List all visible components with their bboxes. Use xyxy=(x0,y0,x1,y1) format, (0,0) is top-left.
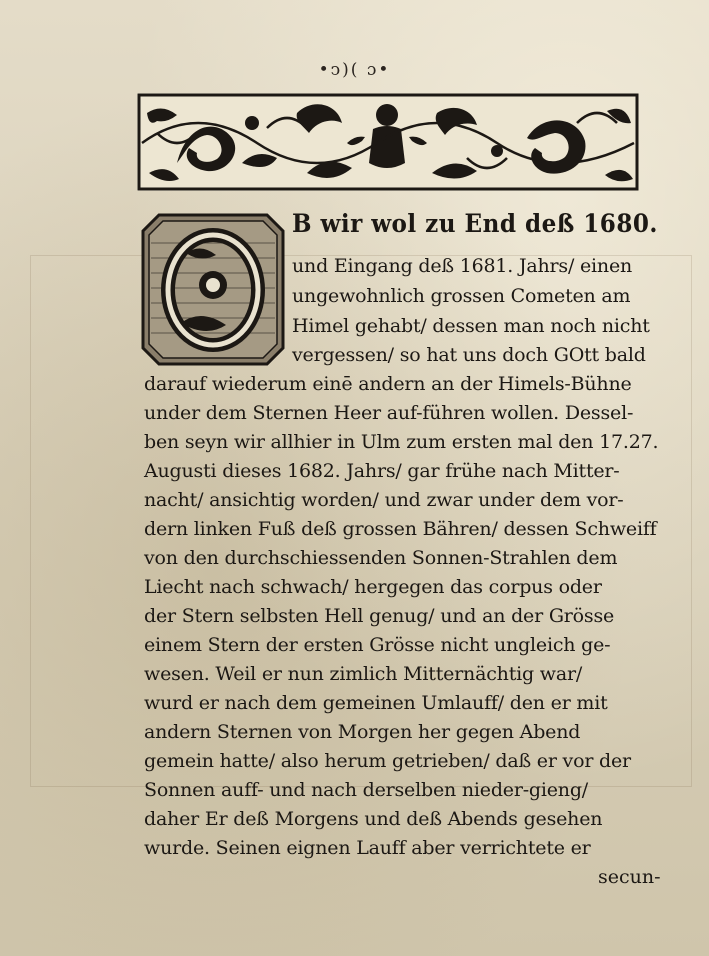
text-line: dern linken Fuß deß grossen Bähren/ dessen Schweiff xyxy=(144,518,657,540)
text-line: Himel gehabt/ dessen man noch nicht xyxy=(292,315,650,337)
text-line: einem Stern der ersten Grösse nicht ungleich ge- xyxy=(144,634,611,656)
text-line: wesen. Weil er nun zimlich Mitternächtig war/ xyxy=(144,663,583,685)
text-line: ben seyn wir allhier in Ulm zum ersten mal den 17.27. xyxy=(144,431,659,453)
text-line: wurde. Seinen eignen Lauff aber verrichtete er xyxy=(144,837,591,859)
text-line: Augusti dieses 1682. Jahrs/ gar frühe nach Mitter- xyxy=(144,460,620,482)
text-line: der Stern selbsten Hell genug/ und an der Grösse xyxy=(144,605,615,627)
text-line: B wir wol zu End deß 1680. xyxy=(292,209,658,238)
text-line: vergessen/ so hat uns doch GOtt bald xyxy=(292,344,646,366)
text-line: Sonnen auff- und nach derselben nieder-gieng/ xyxy=(144,779,589,801)
ornamental-headpiece-image xyxy=(137,93,639,191)
text-line: gemein hatte/ also herum getrieben/ daß er vor der xyxy=(144,750,631,772)
page-mark: •ↄ)( ɔ• xyxy=(318,60,391,80)
text-line: daher Er deß Morgens und deß Abends gesehen xyxy=(144,808,603,830)
catchword: secun- xyxy=(598,866,661,888)
text-line: darauf wiederum einē andern an der Himels-Bühne xyxy=(144,373,632,395)
decorated-initial-o-image xyxy=(141,213,285,366)
text-line: under dem Sternen Heer auf-führen wollen. Dessel- xyxy=(144,402,634,424)
text-line: ungewohnlich grossen Cometen am xyxy=(292,285,631,307)
text-line: und Eingang deß 1681. Jahrs/ einen xyxy=(292,255,633,277)
text-line: von den durchschiessenden Sonnen-Strahlen dem xyxy=(144,547,618,569)
text-line: andern Sternen von Morgen her gegen Abend xyxy=(144,721,581,743)
text-line: wurd er nach dem gemeinen Umlauff/ den er mit xyxy=(144,692,608,714)
text-line: nacht/ ansichtig worden/ und zwar under dem vor- xyxy=(144,489,624,511)
text-line: Liecht nach schwach/ hergegen das corpus oder xyxy=(144,576,602,598)
